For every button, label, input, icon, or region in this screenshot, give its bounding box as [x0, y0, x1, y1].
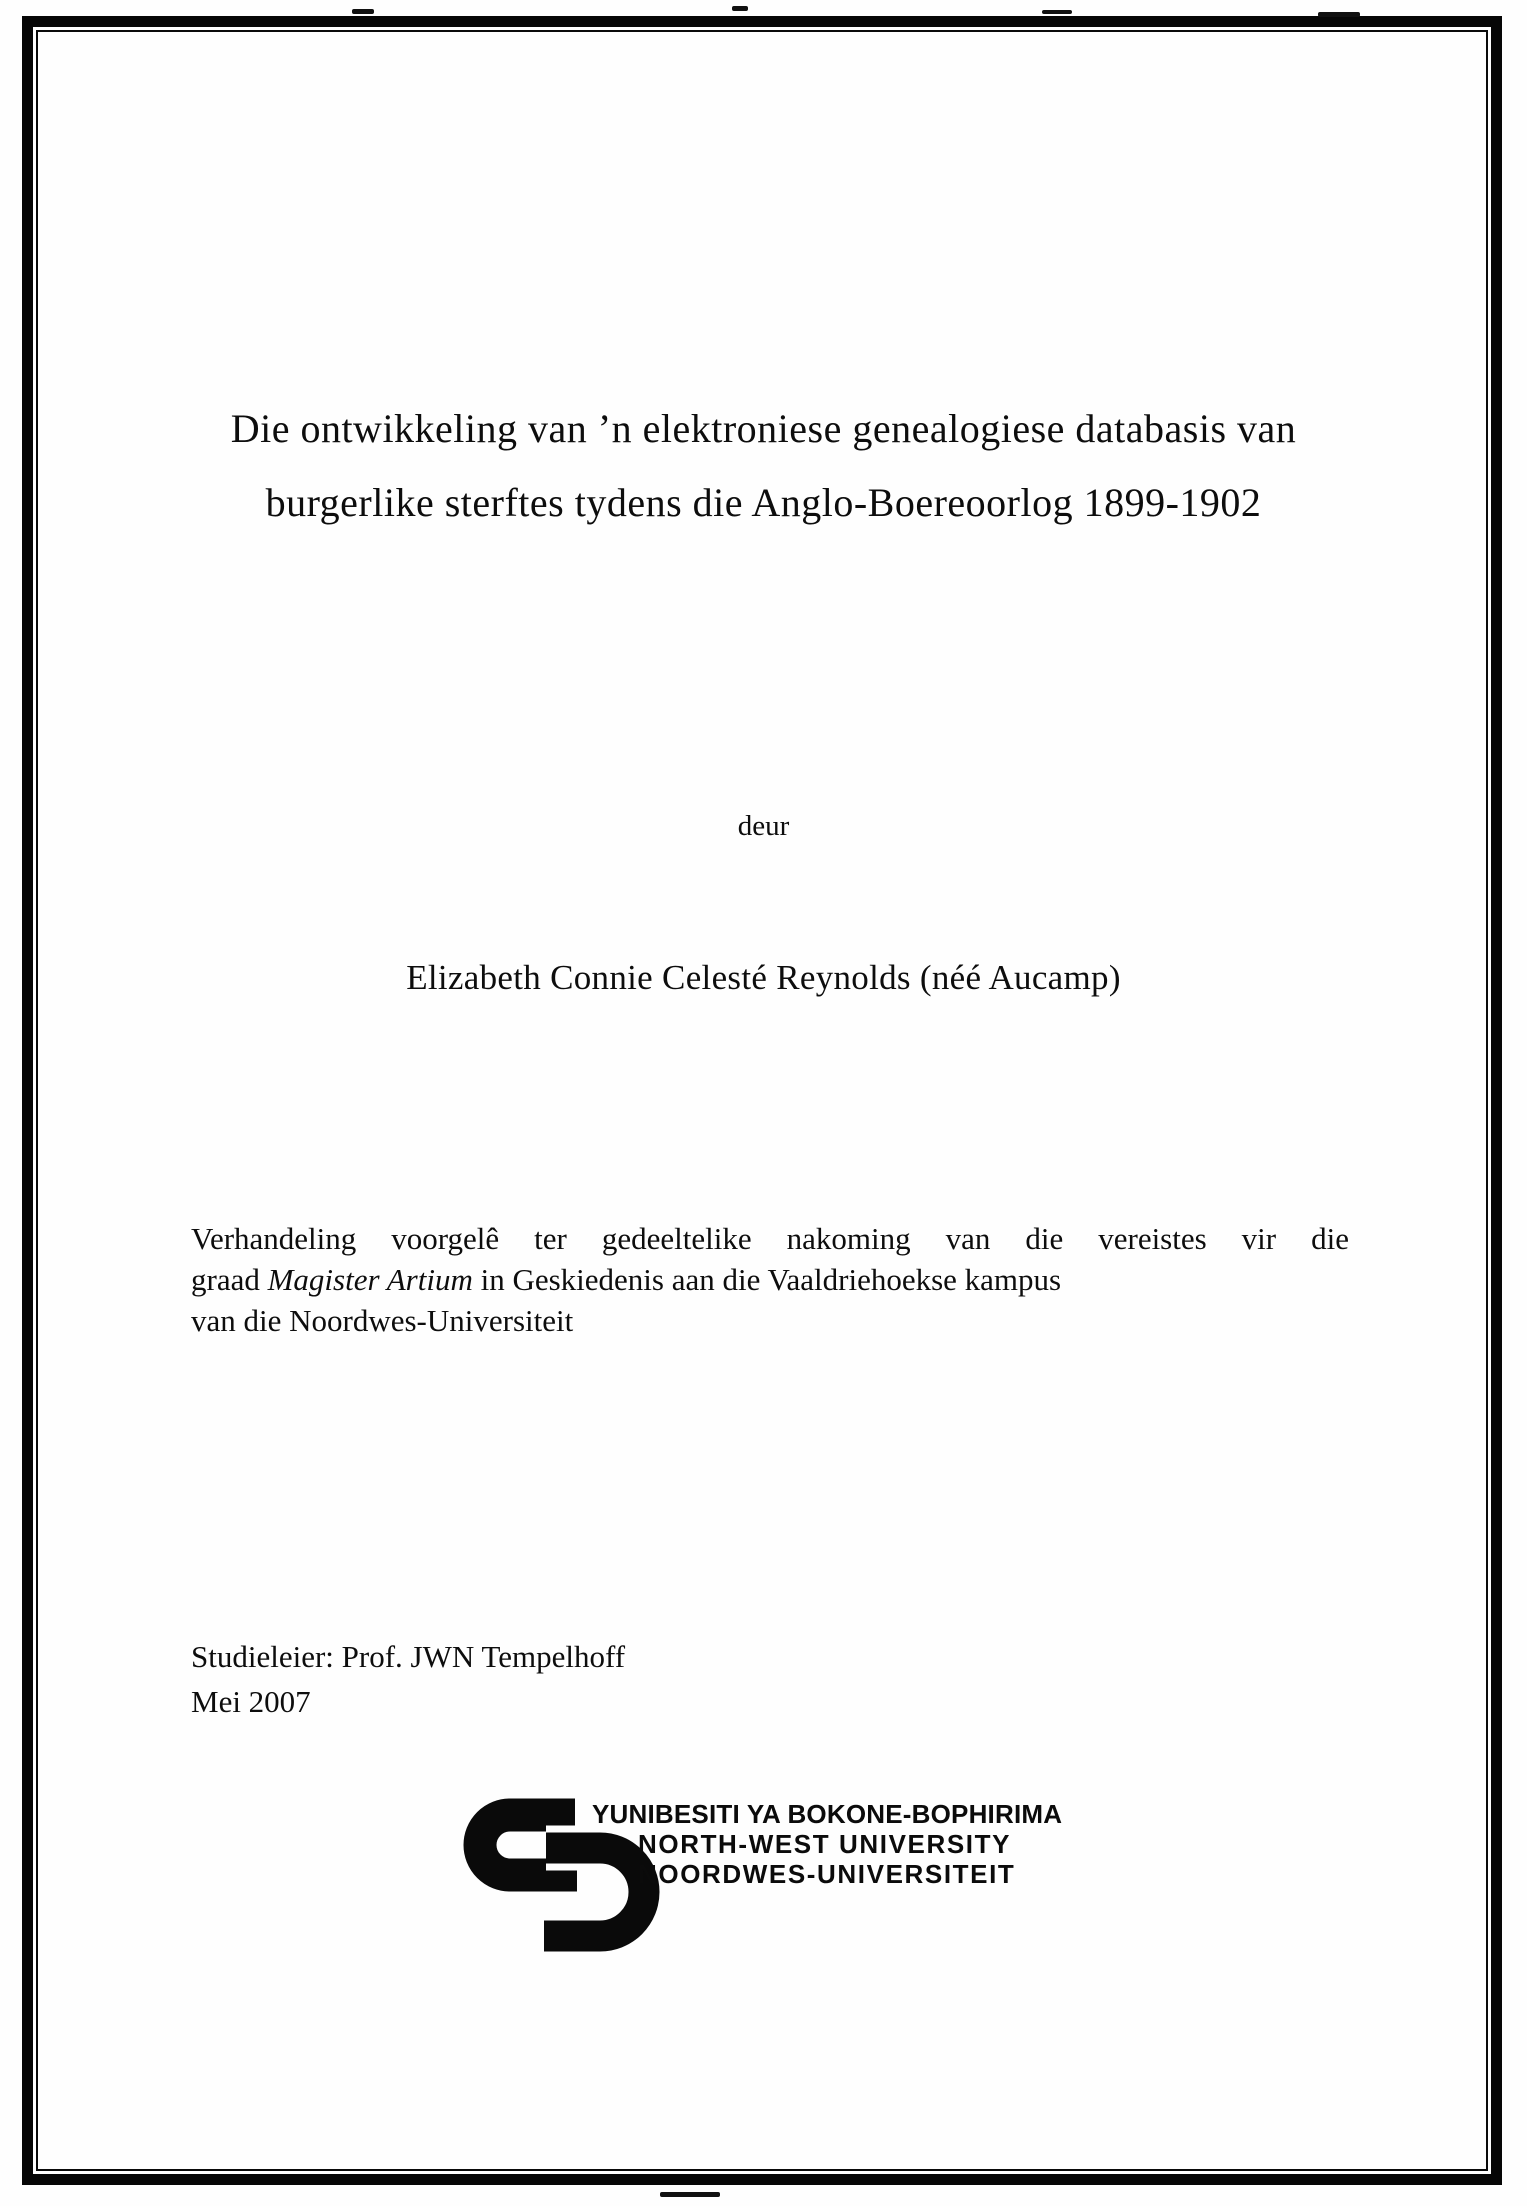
scan-artifact — [352, 9, 374, 14]
degree-name: Magister Artium — [267, 1262, 473, 1297]
logo-name-setswana: YUNIBESITI YA BOKONE-BOPHIRIMA — [592, 1799, 1063, 1829]
university-logo-text — [592, 1799, 1062, 1889]
author-name: Elizabeth Connie Celesté Reynolds (néé Aucamp) — [406, 958, 1121, 997]
degree-statement-line3: van die Noordwes-Universiteit — [191, 1303, 574, 1338]
scan-artifact — [732, 6, 748, 11]
scan-artifact — [660, 2192, 720, 2197]
degree-statement-line2-pre: graad — [191, 1262, 268, 1297]
date-line: Mei 2007 — [191, 1684, 311, 1719]
thesis-title — [70, 392, 1457, 540]
scan-artifact — [1042, 10, 1072, 14]
thesis-title-line1: Die ontwikkeling van ’n elektroniese genealogiese databasis van — [230, 406, 1297, 451]
scan-artifact — [1318, 12, 1360, 17]
supervisor-block — [191, 1634, 625, 1724]
by-word: deur — [737, 810, 790, 842]
degree-statement-line1: Verhandeling voorgelê ter gedeeltelike nakoming van die vereistes vir die — [191, 1221, 1349, 1256]
logo-name-english: NORTH-WEST UNIVERSITY — [638, 1829, 1012, 1859]
logo-name-afrikaans: NOORDWES-UNIVERSITEIT — [638, 1859, 1016, 1889]
supervisor-line: Studieleier: Prof. JWN Tempelhoff — [191, 1639, 626, 1674]
degree-statement — [191, 1218, 1349, 1341]
degree-statement-line2 — [191, 1259, 1349, 1300]
degree-statement-line2-post: in Geskiedenis aan die Vaaldriehoekse kampus — [472, 1262, 1062, 1297]
thesis-title-line2: burgerlike sterftes tydens die Anglo-Boereoorlog 1899-1902 — [265, 480, 1262, 525]
